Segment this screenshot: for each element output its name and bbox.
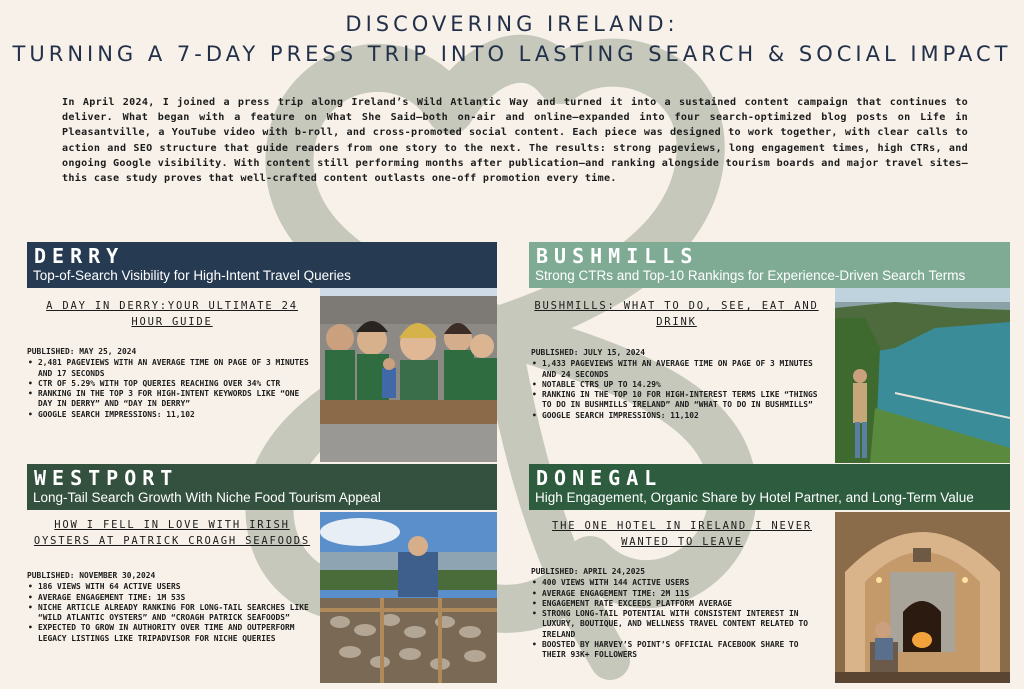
coastal-cliffs-photo bbox=[835, 288, 1010, 463]
stats-list bbox=[27, 582, 317, 644]
stats-list bbox=[27, 358, 312, 420]
stat-item: • 2,481 PAGEVIEWS WITH AN AVERAGE TIME ON PAGE OF 3 MINUTES AND 17 SECONDS bbox=[36, 358, 312, 379]
intro-paragraph: In April 2024, I joined a press trip along Ireland’s Wild Atlantic Way and turned it into a sustained content campaign that continues to deliver. What began with a feature on What She Said—both on-air and online—expanded into four search-optimized blog posts on Life in Pleasantville, a YouTube video with b-roll, and cross-promoted social content. Each piece was designed to work together, with clear calls to action and SEO structure that guide readers from one story to the next. The results: strong pageviews, long engagement times, high CTRs, and ongoing Google visibility. With content still performing months after publication—and ranking alongside tourism boards and major travel sites—this case study proves that well-crafted content outlasts one-off promotion every time. bbox=[62, 97, 968, 185]
derry-girls-mural-photo bbox=[320, 288, 497, 462]
card-details bbox=[531, 567, 826, 661]
stat-item: • AVERAGE ENGAGEMENT TIME: 2M 11S bbox=[540, 589, 826, 599]
card-city: DERRY bbox=[34, 244, 125, 268]
oyster-farmer-photo bbox=[320, 512, 497, 683]
card-details bbox=[27, 347, 312, 420]
published-date: PUBLISHED: APRIL 24,2025 bbox=[531, 567, 646, 576]
stat-item: • 186 VIEWS WITH 64 ACTIVE USERS bbox=[36, 582, 317, 592]
stat-item: • ENGAGEMENT RATE EXCEEDS PLATFORM AVERAGE bbox=[540, 599, 826, 609]
stat-item: • GOOGLE SEARCH IMPRESSIONS: 11,102 bbox=[540, 411, 826, 421]
article-title-link[interactable] bbox=[537, 518, 827, 550]
article-title: HOW I FELL IN LOVE WITH IRISH OYSTERS AT PATRICK CROAGH SEAFOODS bbox=[33, 519, 311, 547]
stat-item: • NOTABLE CTRS UP TO 14.29% bbox=[540, 380, 826, 390]
card-westport bbox=[27, 464, 497, 689]
card-city: BUSHMILLS bbox=[536, 244, 699, 268]
card-subtitle: Long-Tail Search Growth With Niche Food Tourism Appeal bbox=[33, 490, 381, 505]
stats-list bbox=[531, 359, 826, 421]
card-header bbox=[529, 242, 1010, 288]
stat-item: • STRONG LONG-TAIL POTENTIAL WITH CONSISTENT INTEREST IN LUXURY, BOUTIQUE, AND WELLNESS TRAVEL CONTENT RELATED TO IRELAND bbox=[540, 609, 826, 640]
card-header bbox=[529, 464, 1010, 510]
stat-item: • GOOGLE SEARCH IMPRESSIONS: 11,102 bbox=[36, 410, 312, 420]
card-city: DONEGAL bbox=[536, 466, 663, 490]
article-title: A DAY IN DERRY:YOUR ULTIMATE 24 HOUR GUIDE bbox=[46, 300, 298, 328]
card-details bbox=[27, 571, 317, 644]
card-bushmills bbox=[529, 242, 1010, 467]
page-title-line-2: TURNING A 7-DAY PRESS TRIP INTO LASTING SEARCH & SOCIAL IMPACT bbox=[12, 42, 1012, 66]
card-subtitle: Strong CTRs and Top-10 Rankings for Experience-Driven Search Terms bbox=[535, 268, 966, 283]
stat-item: • 1,433 PAGEVIEWS WITH AN AVERAGE TIME ON PAGE OF 3 MINUTES AND 24 SECONDS bbox=[540, 359, 826, 380]
card-donegal bbox=[529, 464, 1010, 689]
card-details bbox=[531, 348, 826, 421]
hotel-fireplace-photo bbox=[835, 512, 1010, 683]
stat-item: • RANKING IN THE TOP 10 FOR HIGH-INTEREST TERMS LIKE “THINGS TO DO IN BUSHMILLS IRELAND” AND “WHAT TO DO IN BUSHMILLS” bbox=[540, 390, 826, 411]
stat-item: • EXPECTED TO GROW IN AUTHORITY OVER TIME AND OUTPERFORM LEGACY LISTINGS LIKE TRIPADVISOR FOR NICHE QUERIES bbox=[36, 623, 317, 644]
stats-list bbox=[531, 578, 826, 660]
article-title: THE ONE HOTEL IN IRELAND I NEVER WANTED TO LEAVE bbox=[552, 520, 812, 548]
article-title-link[interactable] bbox=[27, 517, 317, 549]
article-title-link[interactable] bbox=[534, 298, 819, 330]
published-date: PUBLISHED: NOVEMBER 30,2024 bbox=[27, 571, 156, 580]
card-header bbox=[27, 464, 497, 510]
card-city: WESTPORT bbox=[34, 466, 179, 490]
stat-item: • CTR OF 5.29% WITH TOP QUERIES REACHING OVER 34% CTR bbox=[36, 379, 312, 389]
card-derry bbox=[27, 242, 497, 467]
stat-item: • AVERAGE ENGAGEMENT TIME: 1M 53S bbox=[36, 593, 317, 603]
card-subtitle: High Engagement, Organic Share by Hotel Partner, and Long-Term Value bbox=[535, 490, 974, 505]
published-date: PUBLISHED: JULY 15, 2024 bbox=[531, 348, 646, 357]
card-subtitle: Top-of-Search Visibility for High-Intent Travel Queries bbox=[33, 268, 351, 283]
page-title-line-1: DISCOVERING IRELAND: bbox=[345, 12, 679, 36]
stat-item: • NICHE ARTICLE ALREADY RANKING FOR LONG-TAIL SEARCHES LIKE “WILD ATLANTIC OYSTERS” AND “CROAGH PATRICK SEAFOODS” bbox=[36, 603, 317, 624]
article-title-link[interactable] bbox=[32, 298, 312, 330]
stat-item: • 400 VIEWS WITH 144 ACTIVE USERS bbox=[540, 578, 826, 588]
stat-item: • RANKING IN THE TOP 3 FOR HIGH-INTENT KEYWORDS LIKE “ONE DAY IN DERRY” AND “DAY IN DERRY” bbox=[36, 389, 312, 410]
card-header bbox=[27, 242, 497, 288]
article-title: BUSHMILLS: WHAT TO DO, SEE, EAT AND DRINK bbox=[534, 300, 819, 328]
stat-item: • BOOSTED BY HARVEY’S POINT’S OFFICIAL FACEBOOK SHARE TO THEIR 93K+ FOLLOWERS bbox=[540, 640, 826, 661]
published-date: PUBLISHED: MAY 25, 2024 bbox=[27, 347, 137, 356]
